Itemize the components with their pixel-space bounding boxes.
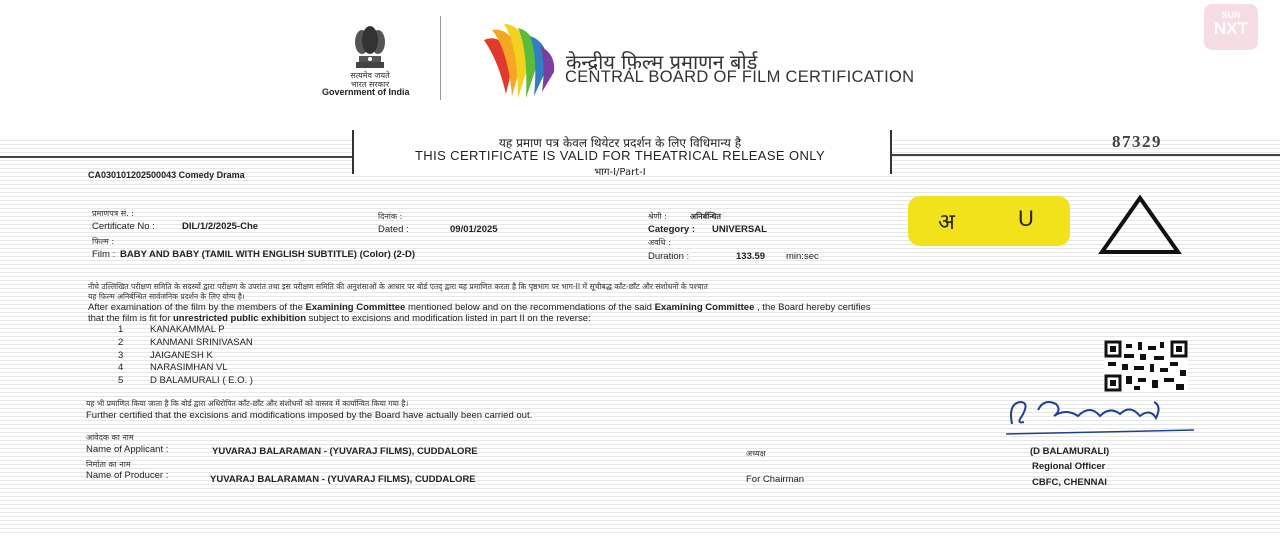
- org-name-hindi: केन्द्रीय फ़िल्म प्रमाणन बोर्ड: [566, 50, 758, 74]
- cert-text-part: subject to excisions and modification listed in part II on the reverse:: [306, 313, 591, 324]
- film-label-hindi: फिल्म :: [92, 237, 115, 246]
- banner-english: THIS CERTIFICATE IS VALID FOR THEATRICAL RELEASE ONLY: [414, 148, 826, 163]
- cert-text-part: mentioned below and on the recommendations of the said: [405, 302, 655, 313]
- committee-member: D BALAMURALI ( E.O. ): [150, 375, 253, 386]
- cert-text-bold: Examining Committee: [654, 302, 755, 313]
- cert-text-part: that the film is fit for: [88, 313, 173, 324]
- certification-text-hindi-2: यह फ़िल्म अनिर्बन्धित सार्वजनिक प्रदर्शन के लिए योग्य है।: [88, 292, 245, 301]
- emblem-motto: सत्यमेव जयते: [350, 71, 390, 80]
- certificate-no-label: Certificate No :: [92, 221, 155, 232]
- chairman-label-hindi: अध्यक्ष: [746, 449, 766, 458]
- cert-text-part: , the Board hereby certifies: [754, 302, 871, 313]
- warning-triangle-icon: [1098, 194, 1182, 256]
- certification-text-english-2: [88, 313, 591, 324]
- category-value-hindi: अनिर्बन्धित: [690, 212, 721, 221]
- chairman-label: For Chairman: [746, 474, 805, 485]
- committee-num: 2: [118, 337, 124, 348]
- rating-badge: [908, 196, 1070, 246]
- further-certified-hindi: यह भी प्रमाणित किया जाता है कि बोर्ड द्वारा अधिरोपित काँट-छाँट और संशोधनों को वास्तव में कार्यान्वित किया गया है।: [86, 399, 409, 408]
- certification-text-english: [88, 302, 871, 313]
- category-label-hindi: श्रेणी :: [648, 212, 667, 221]
- category-value: UNIVERSAL: [712, 224, 767, 235]
- signature-icon: [1004, 394, 1200, 440]
- date-label: Dated :: [378, 224, 409, 235]
- duration-label: Duration :: [648, 251, 690, 262]
- serial-number: 87329: [1112, 132, 1162, 151]
- committee-member: KANAKAMMAL P: [150, 324, 225, 335]
- duration-value: 133.59: [736, 251, 766, 262]
- emblem-bharat: भारत सरकार: [350, 80, 390, 89]
- banner-rule-left: [0, 156, 352, 158]
- rating-hindi-letter: अ: [938, 210, 955, 235]
- producer-value: YUVARAJ BALARAMAN - (YUVARAJ FILMS), CUDDALORE: [210, 474, 476, 485]
- date-value: 09/01/2025: [450, 224, 498, 235]
- producer-label-hindi: निर्माता का नाम: [86, 460, 131, 469]
- banner-rule-right: [888, 154, 1280, 156]
- film-value: BABY AND BABY (TAMIL WITH ENGLISH SUBTITLE) (Color) (2-D): [120, 249, 416, 260]
- banner-hindi: यह प्रमाण पत्र केवल थियेटर प्रदर्शन के लिए विधिमान्य है: [498, 136, 742, 150]
- duration-unit: min:sec: [786, 251, 819, 262]
- date-label-hindi: दिनांक :: [378, 212, 403, 221]
- cbfc-logo-icon: [478, 20, 558, 100]
- header-divider: [440, 16, 441, 100]
- signatory-name: (D BALAMURALI): [1030, 446, 1110, 457]
- committee-member: JAIGANESH K: [150, 350, 213, 361]
- cert-text-bold: Examining Committee: [305, 302, 406, 313]
- committee-member: KANMANI SRINIVASAN: [150, 337, 253, 348]
- producer-label: Name of Producer :: [86, 470, 169, 481]
- category-label: Category :: [648, 224, 695, 235]
- watermark-line-2: NXT: [1214, 19, 1248, 38]
- reference-code: CA030101202500043 Comedy Drama: [88, 170, 245, 180]
- applicant-label-hindi: आवेदक का नाम: [86, 433, 134, 442]
- government-of-india-caption: Government of India: [322, 87, 410, 97]
- film-label: Film :: [92, 249, 116, 260]
- further-certified-english: Further certified that the excisions and modifications imposed by the Board have actually been carried out.: [86, 410, 533, 421]
- certificate-no-label-hindi: प्रमाणपत्र सं. :: [92, 209, 134, 218]
- national-emblem-icon: [340, 24, 400, 72]
- banner-part: भाग-I/Part-I: [594, 167, 646, 178]
- signatory-title: Regional Officer: [1032, 461, 1106, 472]
- committee-num: 5: [118, 375, 124, 386]
- sun-nxt-watermark-logo: [1204, 4, 1258, 50]
- applicant-value: YUVARAJ BALARAMAN - (YUVARAJ FILMS), CUDDALORE: [212, 446, 478, 457]
- certificate-no-value: DIL/1/2/2025-Che: [182, 221, 259, 232]
- watermark-line-1: SUN: [1221, 10, 1241, 20]
- cert-text-part: After examination of the film by the members of the: [88, 302, 306, 313]
- org-name-english: CENTRAL BOARD OF FILM CERTIFICATION: [565, 68, 915, 86]
- committee-num: 4: [118, 362, 124, 373]
- committee-member: NARASIMHAN VL: [150, 362, 228, 373]
- certification-text-hindi: नीचे उल्लिखित परीक्षण समिति के सदस्यों द्वारा परीक्षण के उपरांत तथा इस परीक्षण समिति की अनुशंसाओं के आधार पर बोर्ड एतद् द्वारा यह प्रमाणित करता है कि पृष्ठभाग पर भाग-II में सूचीबद्ध काँट-छाँट और संशोधनों के पश्चात: [88, 282, 708, 291]
- qr-code-icon: [1104, 340, 1188, 392]
- duration-label-hindi: अवधि :: [648, 238, 671, 247]
- committee-num: 1: [118, 324, 124, 335]
- rating-english-letter: U: [1018, 206, 1034, 231]
- signatory-office: CBFC, CHENNAI: [1032, 477, 1107, 488]
- applicant-label: Name of Applicant :: [86, 444, 169, 455]
- cert-text-bold: unrestricted public exhibition: [173, 313, 307, 324]
- committee-num: 3: [118, 350, 124, 361]
